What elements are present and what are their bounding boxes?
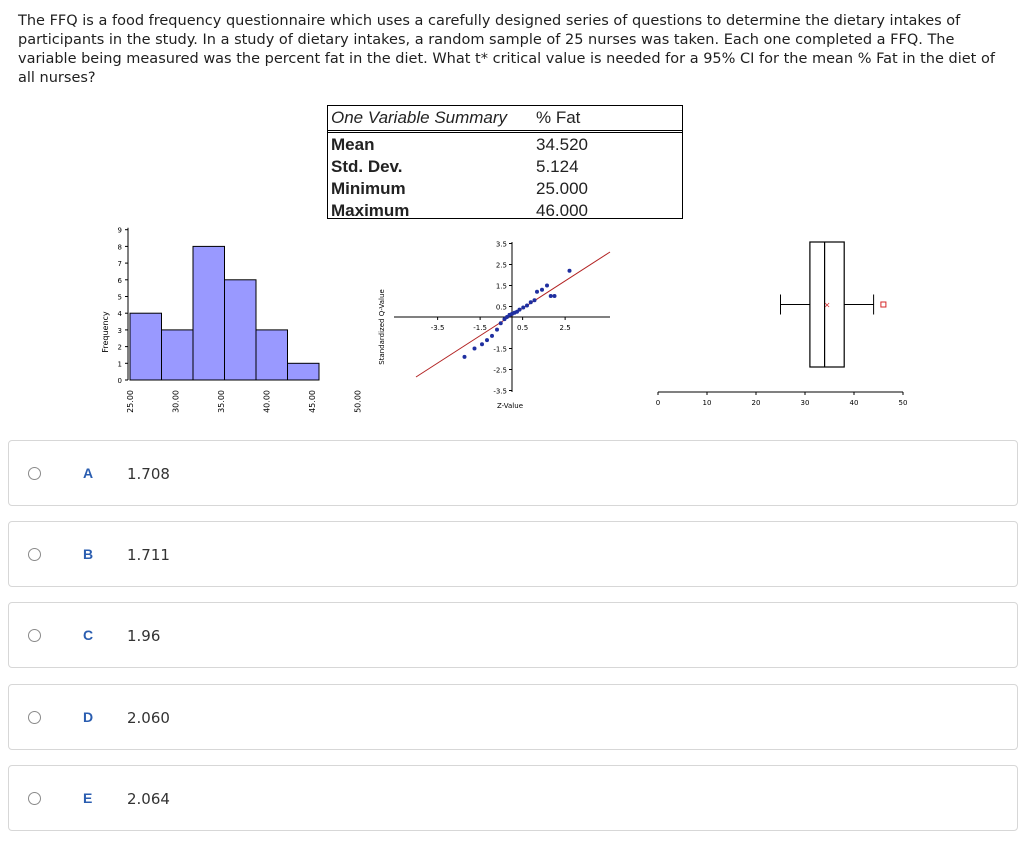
histogram-bar <box>162 330 194 380</box>
histogram-y-tick-label: 8 <box>117 243 122 252</box>
option-e[interactable] <box>8 765 1018 831</box>
qq-plot-chart <box>378 241 610 411</box>
histogram-y-tick-label: 3 <box>117 326 122 335</box>
radio-button[interactable] <box>28 711 41 724</box>
qq-point <box>495 328 499 332</box>
qq-x-tick-label: 0.5 <box>517 324 529 332</box>
qq-y-tick-label: 2.5 <box>495 261 507 270</box>
summary-value: 46.000 <box>536 201 588 220</box>
qq-point <box>473 347 477 351</box>
histogram-bar <box>288 363 320 380</box>
qq-x-tick-label: 2.5 <box>559 324 571 332</box>
summary-label: Minimum <box>331 179 406 198</box>
histogram-ylabel: Frequency <box>101 311 110 353</box>
histogram-y-tick-label: 7 <box>117 260 122 269</box>
option-text: 2.064 <box>127 790 170 808</box>
histogram-x-tick-label: 45.00 <box>308 390 317 413</box>
option-letter: A <box>83 465 94 481</box>
qq-point <box>525 303 529 307</box>
question-text: The FFQ is a food frequency questionnaire which uses a carefully designed series of questions to determine the dietary intakes of participants in the study. In a study of dietary intakes, a random sample of 25 nurses was taken. Each one completed a FFQ. The variable being measured was the percent fat in the diet. What t* critical value is needed for a 95% CI for the mean % Fat in the diet of all nurses? <box>18 13 995 86</box>
histogram-x-tick-label: 50.00 <box>353 390 363 413</box>
summary-label: Std. Dev. <box>331 157 403 176</box>
qq-point <box>568 269 572 273</box>
option-c[interactable] <box>8 602 1018 668</box>
qq-point <box>490 334 494 338</box>
option-a[interactable] <box>8 440 1018 506</box>
boxplot-x-tick-label: 0 <box>655 399 661 407</box>
qq-y-tick-label: -2.5 <box>493 366 507 375</box>
histogram-x-tick-label: 30.00 <box>171 390 181 413</box>
qq-point <box>521 306 525 310</box>
qq-y-tick-label: -3.5 <box>493 387 507 396</box>
qq-point <box>549 294 553 298</box>
radio-button[interactable] <box>28 548 41 561</box>
qq-point <box>480 342 484 346</box>
charts-area <box>0 222 1024 434</box>
boxplot-x-tick-label: 30 <box>800 399 810 407</box>
qq-point <box>540 288 544 292</box>
histogram-chart <box>101 227 363 413</box>
histogram-bar <box>193 246 225 380</box>
summary-header-right: % Fat <box>536 108 581 127</box>
qq-point <box>545 284 549 288</box>
qq-ylabel: Standardized Q-Value <box>378 289 386 365</box>
option-text: 2.060 <box>127 709 170 727</box>
summary-label: Maximum <box>331 201 410 220</box>
qq-point <box>499 321 503 325</box>
qq-point <box>553 294 557 298</box>
qq-xlabel: Z-Value <box>496 402 524 410</box>
summary-row <box>328 199 682 221</box>
histogram-bar <box>225 280 257 380</box>
option-text: 1.711 <box>127 546 170 564</box>
radio-button[interactable] <box>28 629 41 642</box>
option-text: 1.96 <box>127 627 161 645</box>
summary-row <box>328 177 682 199</box>
summary-header-left: One Variable Summary <box>331 108 508 127</box>
qq-y-tick-label: -1.5 <box>493 345 507 354</box>
radio-button[interactable] <box>28 467 41 480</box>
summary-label: Mean <box>331 135 375 154</box>
histogram-y-tick-label: 2 <box>117 343 122 352</box>
option-text: 1.708 <box>127 465 170 483</box>
qq-point <box>533 298 537 302</box>
boxplot-x-tick-label: 10 <box>702 399 712 407</box>
summary-value: 34.520 <box>536 135 588 154</box>
histogram-x-tick-label: 40.00 <box>262 390 272 413</box>
summary-row <box>328 155 682 177</box>
option-letter: C <box>83 627 94 643</box>
histogram-y-tick-label: 5 <box>117 293 122 302</box>
histogram-y-tick-label: 6 <box>117 276 122 285</box>
qq-point <box>535 290 539 294</box>
summary-header <box>328 106 682 133</box>
boxplot-x-tick-label: 40 <box>849 399 859 407</box>
radio-button[interactable] <box>28 792 41 805</box>
summary-table <box>327 105 683 219</box>
histogram-bar <box>256 330 288 380</box>
histogram-y-tick-label: 4 <box>117 310 122 319</box>
histogram-y-tick-label: 0 <box>117 377 122 385</box>
histogram-x-tick-label: 25.00 <box>126 390 135 413</box>
qq-y-tick-label: 0.5 <box>495 303 507 312</box>
option-letter: B <box>83 546 94 562</box>
option-letter: E <box>83 790 93 806</box>
option-letter: D <box>83 709 94 725</box>
qq-point <box>485 338 489 342</box>
qq-y-tick-label: 3.5 <box>495 240 507 249</box>
histogram-y-tick-label: 9 <box>117 226 122 235</box>
boxplot-x-tick-label: 50 <box>898 399 908 407</box>
boxplot-mean-marker: × <box>823 300 831 310</box>
summary-row <box>328 133 682 155</box>
qq-x-tick-label: -1.5 <box>473 324 487 332</box>
qq-y-tick-label: 1.5 <box>495 282 507 291</box>
boxplot-outlier <box>881 302 886 307</box>
boxplot-x-tick-label: 20 <box>751 399 761 407</box>
histogram-y-tick-label: 1 <box>117 360 122 369</box>
qq-x-tick-label: -3.5 <box>430 324 445 332</box>
option-d[interactable] <box>8 684 1018 750</box>
qq-point <box>529 300 533 304</box>
boxplot-chart <box>656 242 908 407</box>
qq-point <box>463 355 467 359</box>
histogram-bar <box>130 313 162 380</box>
qq-point <box>518 308 522 312</box>
option-b[interactable] <box>8 521 1018 587</box>
histogram-x-tick-label: 35.00 <box>217 390 226 413</box>
summary-value: 5.124 <box>536 157 579 176</box>
summary-value: 25.000 <box>536 179 588 198</box>
